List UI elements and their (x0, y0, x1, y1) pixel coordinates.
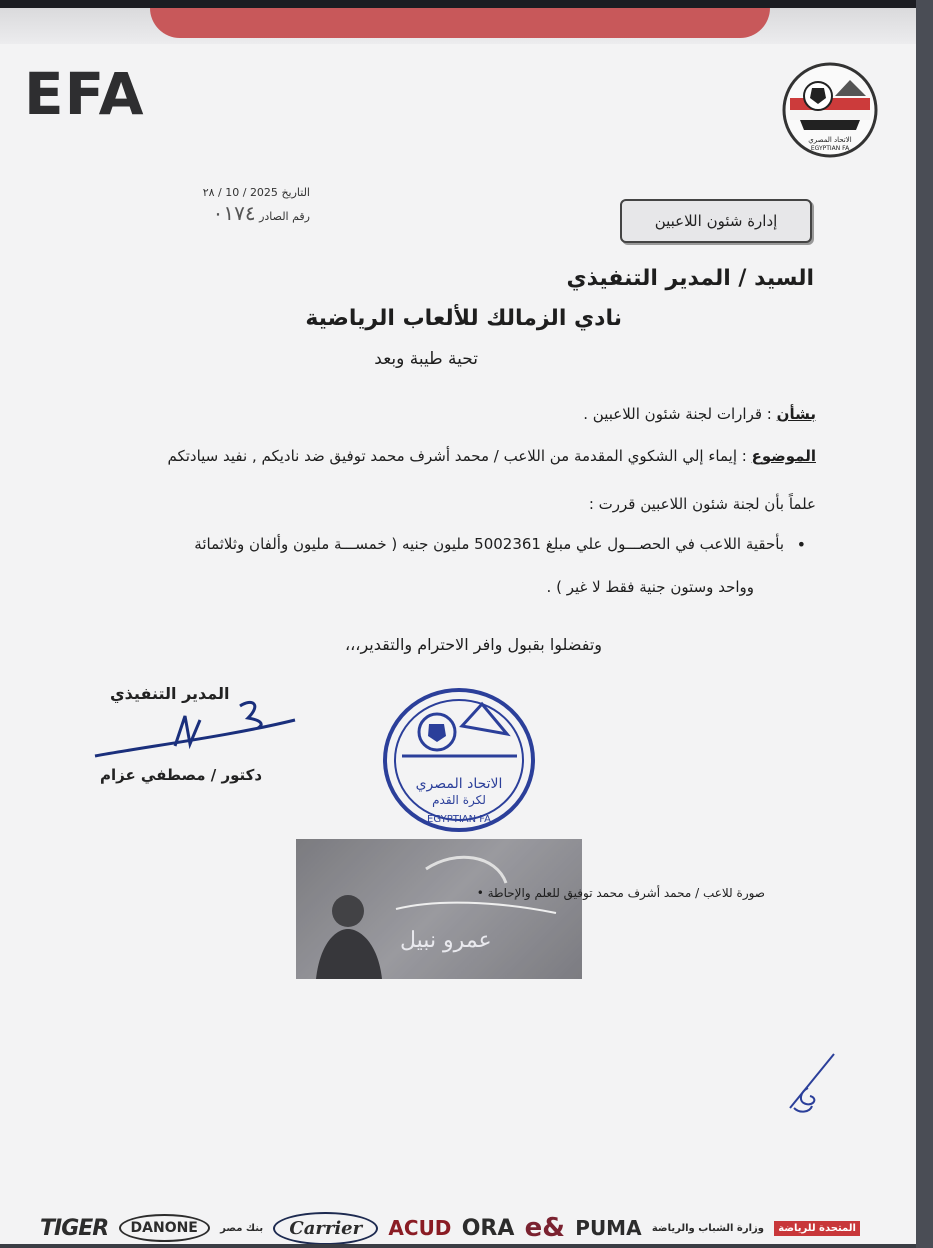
cc-line: صورة للاعب / محمد أشرف محمد توفيق للعلم والإحاطة • (476, 886, 765, 900)
svg-text:EGYPTIAN FA: EGYPTIAN FA (427, 814, 491, 825)
sponsor-logo: ORA (461, 1215, 515, 1241)
top-edge (0, 0, 933, 8)
efa-logo-text: EFA (24, 60, 145, 128)
decision-line-1: • بأحقية اللاعب في الحصـــول علي مبلغ 5002361 مليون جنيه ( خمســـة مليون وألفان وثلاثمائة (44, 534, 784, 555)
addressee-club: نادي الزمالك للألعاب الرياضية (305, 306, 622, 331)
department-box: إدارة شئون اللاعبين (620, 199, 812, 243)
sponsor-logo: المتحدة للرياضة (774, 1221, 860, 1236)
decision-line-2: وواحد وستون جنية فقط لا غير ) . (546, 578, 754, 596)
svg-text:الاتحاد المصري: الاتحاد المصري (808, 136, 852, 144)
svg-text:الاتحاد المصري: الاتحاد المصري (415, 776, 503, 792)
subject-text: : قرارات لجنة شئون اللاعبين . (583, 405, 772, 423)
date-label: التاريخ (281, 186, 310, 199)
cc-text: صورة للاعب / محمد أشرف محمد توفيق للعلم والإحاطة (487, 886, 765, 900)
topic-text: : إيماء إلي الشكوي المقدمة من اللاعب / محمد أشرف محمد توفيق ضد ناديكم , نفيد سيادتكم (167, 447, 747, 465)
sponsor-logo: TIGER (40, 1215, 109, 1241)
handwritten-signature (90, 696, 300, 766)
sponsor-bar (40, 1204, 860, 1244)
right-edge (916, 0, 933, 1248)
ref-label: رقم الصادر (259, 210, 310, 223)
body-line: علماً بأن لجنة شئون اللاعبين قررت : (588, 495, 816, 513)
letter-meta (180, 186, 310, 225)
ref-number: ٠١٧٤ (212, 201, 256, 225)
watermark-text: عمرو نبيل (400, 928, 492, 953)
header-red-band (150, 8, 770, 38)
efa-emblem-icon (780, 60, 880, 160)
handwritten-initial (780, 1048, 840, 1128)
topic-line (56, 446, 816, 467)
sponsor-logo: وزارة الشباب والرياضة (651, 1222, 764, 1234)
sponsor-logo: Carrier (273, 1212, 378, 1245)
sponsor-logo: PUMA (575, 1216, 642, 1240)
subject-line (583, 404, 816, 425)
signatory-name: دكتور / مصطفي عزام (100, 766, 263, 784)
sponsor-logo: بنك مصر (220, 1222, 264, 1234)
efa-stamp-icon (382, 686, 537, 836)
sponsor-logo: ACUD (388, 1216, 452, 1240)
signatory-title: المدير التنفيذي (110, 684, 230, 703)
svg-text:EGYPTIAN FA: EGYPTIAN FA (810, 145, 850, 152)
date-value: 2025 / 10 / ٢٨ (202, 186, 278, 199)
letter-paper (0, 8, 916, 1244)
topic-label: الموضوع (751, 447, 816, 465)
svg-text:لكرة القدم: لكرة القدم (432, 793, 486, 807)
greeting: تحية طيبة وبعد (374, 349, 478, 369)
watermark-overlay (296, 839, 582, 979)
closing-line: وتفضلوا بقبول وافر الاحترام والتقدير،،، (344, 635, 602, 654)
person-silhouette-icon (296, 839, 582, 979)
sponsor-logo: e& (524, 1213, 565, 1243)
subject-label: بشأن (776, 405, 816, 423)
addressee-title: السيد / المدير التنفيذي (566, 266, 814, 291)
sponsor-logo: DANONE (119, 1214, 210, 1242)
